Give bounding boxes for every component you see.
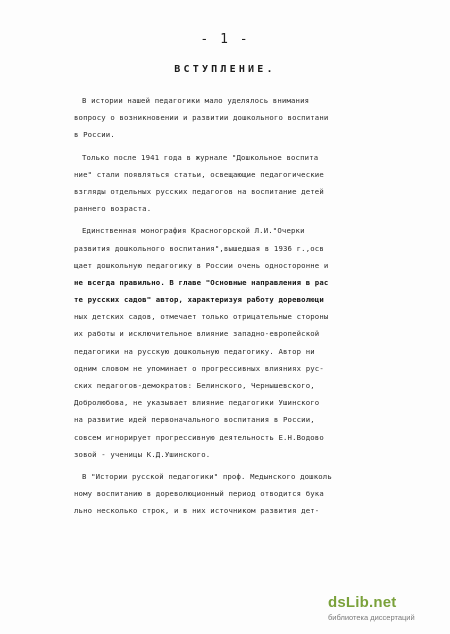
text-line: ных детских садов, отмечает только отрицательные стороны [74, 312, 329, 322]
text-line: вопросу о возникновении и развитии дошкольного воспитани [74, 113, 329, 123]
text-line: совсем игнорирует прогрессивную деятельность Е.Н.Водово [74, 432, 324, 442]
text-line: те русских садов" автор, характеризуя работу дореволюци [74, 295, 324, 305]
text-line: одним словом не упоминает о прогрессивных влияниях рус- [74, 363, 324, 373]
text-line: ному воспитанию в дореволюционный период отводится бука [74, 489, 324, 499]
text-line: зовой - ученицы К.Д.Ушинского. [74, 449, 211, 459]
page-title: ВСТУПЛЕНИЕ. [174, 64, 276, 75]
text-line: взгляды отдельных русских педагогов на воспитание детей [74, 186, 324, 196]
page-number: - 1 - [200, 32, 250, 47]
text-line: щает дошкольную педагогику в России очень односторонне и [74, 260, 329, 270]
watermark-logo: dsLib.net [328, 594, 397, 611]
text-line: педагогики на русскую дошкольную педагогику. Автор ни [74, 346, 315, 356]
text-line: Единственная монография Красногорской Л.И."Очерки [82, 226, 305, 236]
text-line: на развитие идей первоначального воспитания в России, [74, 415, 315, 425]
text-line: ских педагогов-демократов: Белинского, Чернышевского, [74, 381, 315, 390]
text-line: Только после 1941 года в журнале "Дошкольное воспита [82, 152, 319, 162]
text-line: Добролюбова, не указывает влияние педагогики Ушинского [74, 398, 320, 408]
watermark [328, 594, 438, 624]
text-line: раннего возраста. [74, 204, 152, 214]
document-body [74, 92, 440, 520]
text-line: их работы и исключительное влияние западно-европейской [74, 329, 320, 339]
text-line: льно несколько строк, и в них источником развития дет- [74, 506, 320, 516]
text-line: В истории нашей педагогики мало уделялось внимания [82, 96, 310, 105]
watermark-subtitle: библиотека диссертаций [328, 613, 415, 622]
text-line: развития дошкольного воспитания",вышедшая в 1936 г.,осв [74, 243, 324, 253]
text-line: в России. [74, 130, 115, 140]
text-line: В "Истории русской педагогики" проф. Медынского дошколь [82, 471, 332, 481]
text-line: ние" стали появляться статьи, освещающие педагогические [74, 169, 324, 179]
text-line: не всегда правильно. В главе "Основные направления в рас [74, 277, 329, 287]
